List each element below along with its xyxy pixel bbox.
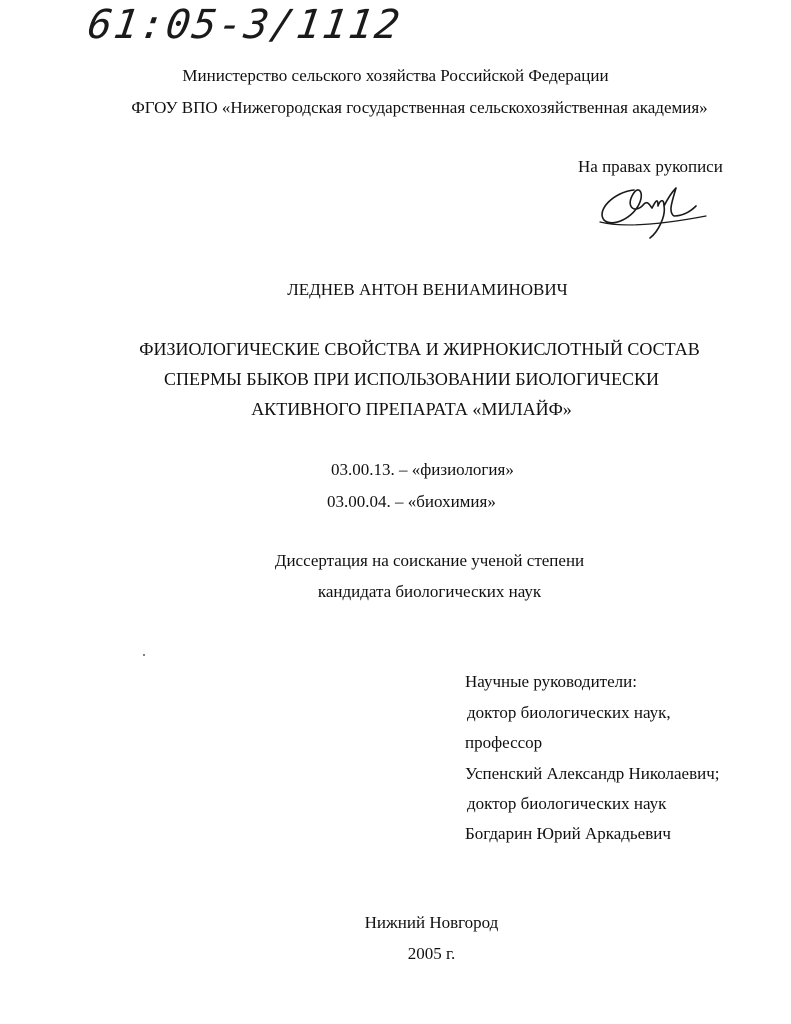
specialty-physiology: 03.00.13. – «физиология» [331, 460, 514, 479]
author-name: ЛЕДНЕВ АНТОН ВЕНИАМИНОВИЧ [287, 280, 568, 299]
handwritten-archive-code: 61:05-3/1112 [84, 2, 405, 48]
dissertation-title-line-1: ФИЗИОЛОГИЧЕСКИЕ СВОЙСТВА И ЖИРНОКИСЛОТНЫЙ СОСТАВ [139, 339, 700, 359]
ministry-line: Министерство сельского хозяйства Российской Федерации [182, 66, 609, 85]
supervisor-1-name: Успенский Александр Николаевич; [465, 764, 720, 783]
year: 2005 г. [407, 944, 456, 963]
supervisor-2-degree: доктор биологических наук [467, 794, 667, 813]
supervisor-1-degree: доктор биологических наук, [467, 703, 671, 722]
supervisor-1-title: профессор [465, 733, 543, 752]
degree-line-2: кандидата биологических наук [317, 582, 542, 601]
signature-image [594, 170, 714, 242]
degree-line-1: Диссертация на соискание ученой степени [274, 551, 585, 570]
dissertation-title-line-3: АКТИВНОГО ПРЕПАРАТА «МИЛАЙФ» [251, 399, 572, 419]
scan-speck [143, 654, 145, 656]
specialty-biochemistry: 03.00.04. – «биохимия» [327, 492, 496, 511]
dissertation-title-line-2: СПЕРМЫ БЫКОВ ПРИ ИСПОЛЬЗОВАНИИ БИОЛОГИЧЕСКИ [164, 369, 659, 389]
supervisors-heading: Научные руководители: [465, 672, 637, 691]
supervisor-2-name: Богдарин Юрий Аркадьевич [465, 824, 671, 843]
city: Нижний Новгород [364, 913, 499, 932]
manuscript-note: На правах рукописи [578, 157, 723, 176]
academy-line: ФГОУ ВПО «Нижегородская государственная сельскохозяйственная академия» [131, 98, 708, 117]
